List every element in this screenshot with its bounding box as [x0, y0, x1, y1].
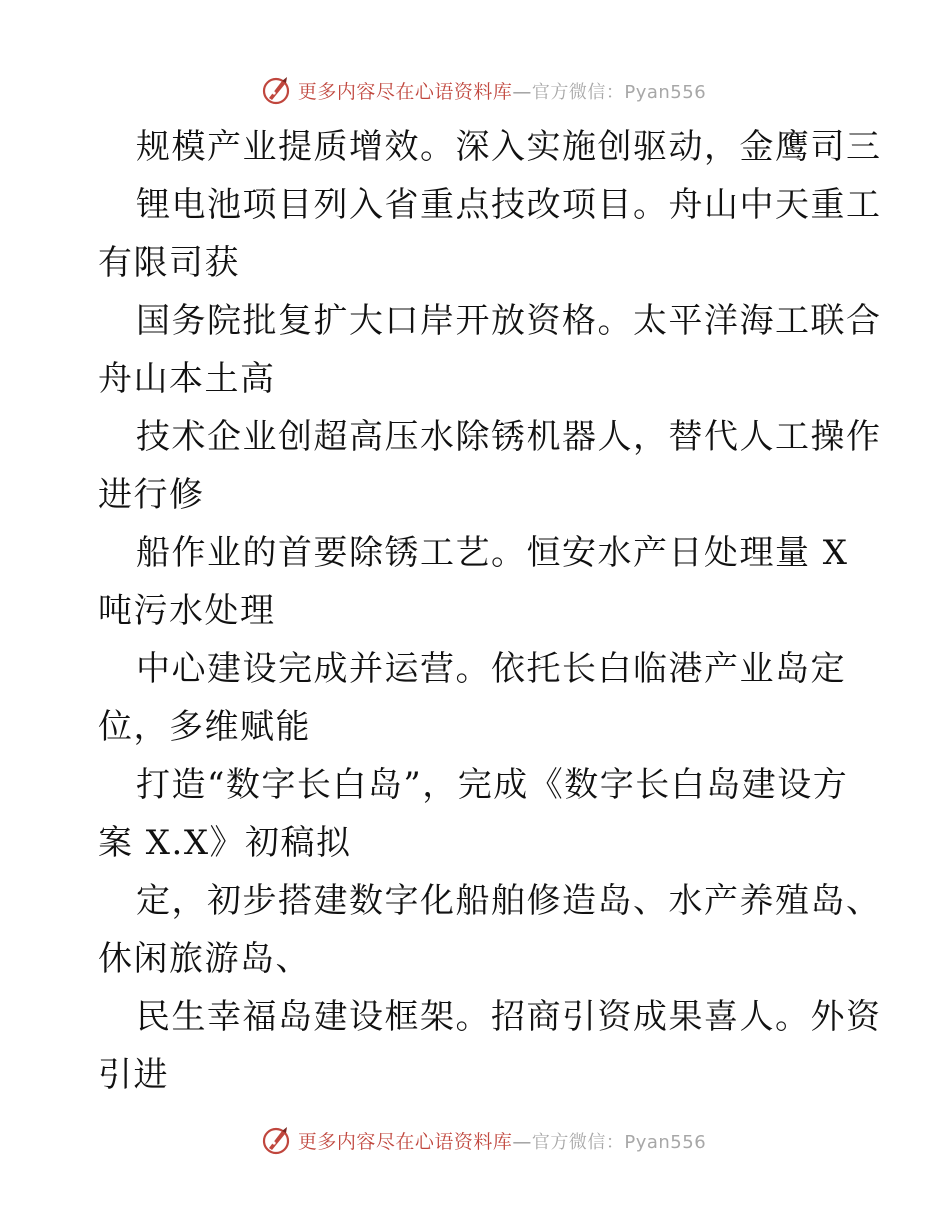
quill-pen-logo-icon	[260, 1124, 292, 1156]
body-line: 定，初步搭建数字化船舶修造岛、水产养殖岛、	[136, 881, 882, 921]
header-banner-inner	[260, 74, 706, 106]
body-line: 引进	[98, 1055, 169, 1095]
body-line: 案 X.X》初稿拟	[98, 823, 352, 863]
body-line: 吨污水处理	[98, 591, 276, 631]
header-banner	[0, 72, 950, 108]
footer-banner-inner	[260, 1124, 706, 1156]
footer-banner-main-text: 更多内容尽在心语资料库	[297, 1130, 513, 1153]
header-banner-dash: —	[512, 80, 532, 103]
body-line: 船作业的首要除锈工艺。恒安水产日处理量 X	[136, 533, 849, 573]
body-line: 国务院批复扩大口岸开放资格。太平洋海工联合	[136, 301, 882, 341]
footer-banner-dash: —	[512, 1130, 532, 1153]
footer-banner-wechat: 官方微信：Pyan556	[531, 1131, 707, 1153]
body-line: 民生幸福岛建设框架。招商引资成果喜人。外资	[136, 997, 882, 1037]
body-line: 中心建设完成并运营。依托长白临港产业岛定	[136, 649, 846, 689]
quill-pen-logo-icon	[260, 74, 292, 106]
body-line: 锂电池项目列入省重点技改项目。舟山中天重工	[136, 185, 882, 225]
body-line: 规模产业提质增效。深入实施创驱动，金鹰司三	[136, 127, 882, 167]
header-banner-main-text: 更多内容尽在心语资料库	[297, 80, 513, 103]
document-body	[98, 118, 882, 1104]
footer-banner-text	[298, 1127, 706, 1154]
footer-banner	[0, 1122, 950, 1158]
body-line: 打造“数字长白岛”，完成《数字长白岛建设方	[136, 765, 849, 805]
body-line: 休闲旅游岛、	[98, 939, 311, 979]
header-banner-wechat: 官方微信：Pyan556	[531, 81, 707, 103]
body-line: 位，多维赋能	[98, 707, 311, 747]
body-line: 技术企业创超高压水除锈机器人，替代人工操作	[136, 417, 882, 457]
body-line: 有限司获	[98, 243, 240, 283]
body-line: 进行修	[98, 475, 205, 515]
body-line: 舟山本土高	[98, 359, 276, 399]
header-banner-text	[298, 77, 706, 104]
